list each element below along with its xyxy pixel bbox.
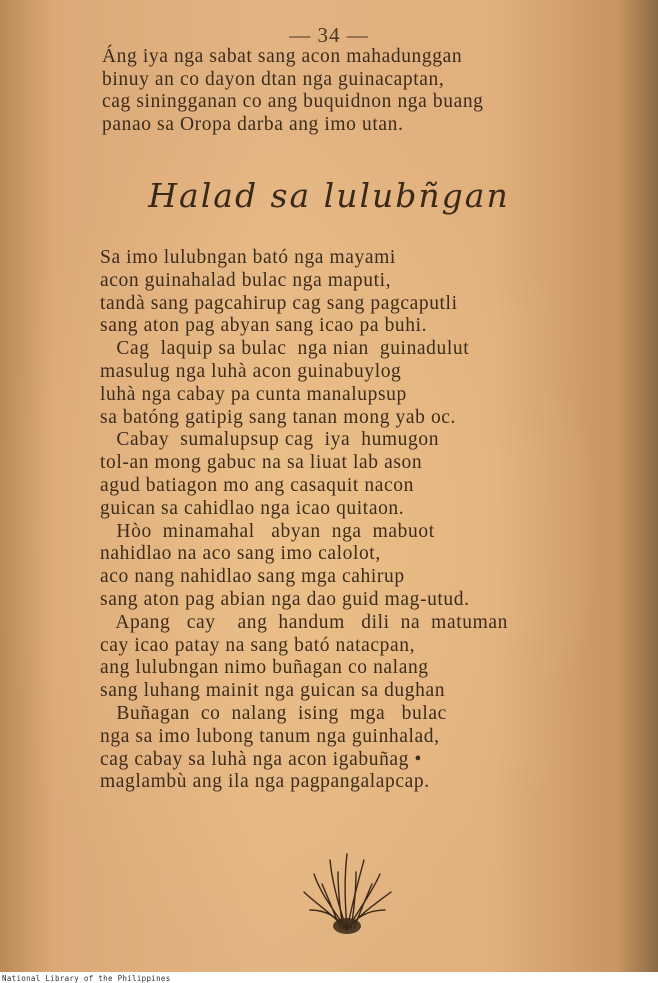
poem-line: luhà nga cabay pa cunta manalupsup [100, 383, 407, 405]
poem-line: cay icao patay na sang bató natacpan, [100, 634, 416, 656]
poem-line: guican sa cahidlao nga icao quitaon. [100, 497, 405, 519]
poem-line: tandà sang pagcahirup cag sang pagcaputli [100, 292, 458, 314]
floral-ornament-icon [300, 852, 395, 937]
poem-line: Hòo minamahal abyan nga mabuot [100, 520, 435, 542]
poem-title: Halad sa lulubñgan [148, 176, 510, 215]
poem-line: cag cabay sa luhà nga acon igabuñag • [100, 748, 422, 770]
poem-line: maglambù ang ila nga pagpangalapcap. [100, 771, 430, 793]
stanza-line: cag siningganan co ang buquidnon nga buang [102, 91, 484, 113]
poem-line: nga sa imo lubong tanum nga guinhalad, [100, 725, 440, 747]
library-credit: National Library of the Philippines [2, 974, 171, 983]
poem-line: agud batiagon mo ang casaquit nacon [100, 474, 414, 496]
stanza-line: Áng iya nga sabat sang acon mahadunggan [102, 46, 463, 67]
poem-line: Apang cay ang handum dili na matuman [100, 611, 508, 633]
poem-line: sang aton pag abian nga dao guid mag-utud. [100, 588, 470, 610]
poem-line: aco nang nahidlao sang mga cahirup [100, 566, 405, 588]
poem-line: masulug nga luhà acon guinabuylog [100, 360, 402, 382]
poem-line: sang aton pag abyan sang icao pa buhi. [100, 315, 428, 337]
poem-line: tol-an mong gabuc na sa liuat lab ason [100, 452, 423, 474]
poem-line: Cabay sumalupsup cag iya humugon [100, 429, 440, 451]
opening-stanza [102, 46, 622, 136]
stanza-line: panao sa Oropa darba ang imo utan. [102, 113, 404, 135]
poem-line: Cag laquip sa bulac nga nian guinadulut [100, 338, 470, 360]
stanza-line: binuy an co dayon dtan nga guinacaptan, [102, 68, 445, 90]
page-number: — 34 — [289, 23, 369, 47]
poem-line: Sa imo lulubngan bató nga mayami [100, 247, 396, 268]
poem-line: Buñagan co nalang ising mga bulac [100, 702, 447, 724]
poem-body [100, 247, 630, 794]
poem-line: acon guinahalad bulac nga maputi, [100, 269, 392, 291]
poem-line: sang luhang mainit nga guican sa dughan [100, 680, 446, 702]
poem-line: nahidlao na aco sang imo calolot, [100, 543, 381, 565]
poem-line: ang lulubngan nimo buñagan co nalang [100, 657, 429, 679]
poem-line: sa batóng gatipig sang tanan mong yab oc. [100, 406, 457, 428]
